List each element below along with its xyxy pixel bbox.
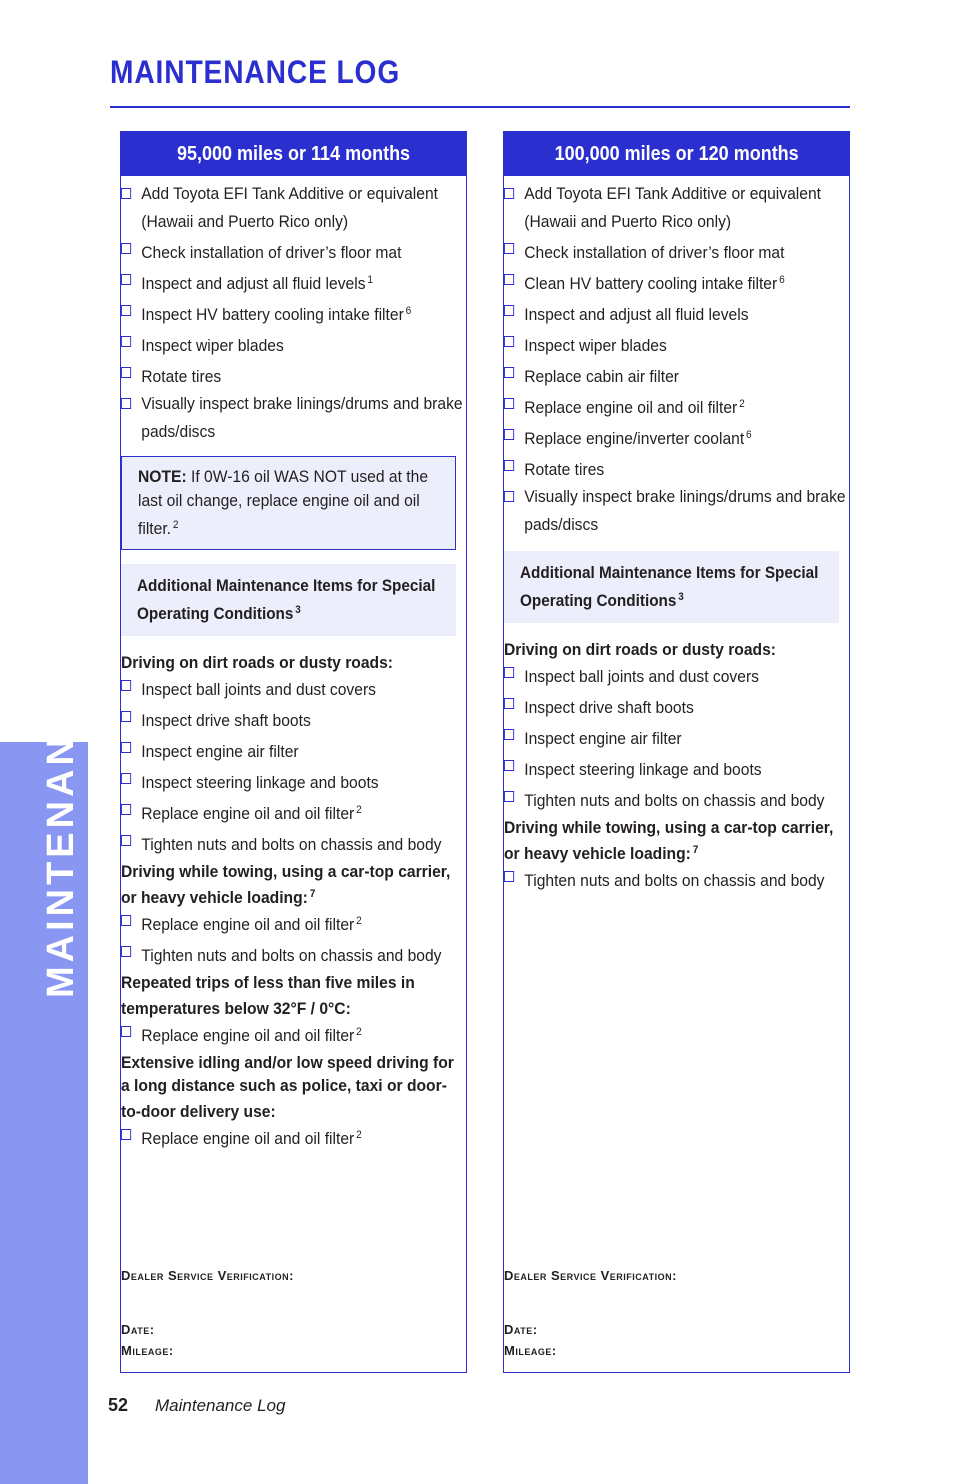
checklist-item <box>121 798 467 826</box>
dealer-verification-label: Dealer Service Verification: <box>121 1268 294 1283</box>
checklist-item <box>121 736 467 764</box>
item-text: Inspect and adjust all fluid levels <box>141 274 366 293</box>
note-label: NOTE: <box>138 467 187 486</box>
interval-95000-panel <box>120 131 467 1373</box>
checklist-item <box>121 361 467 389</box>
checkbox[interactable] <box>121 1129 131 1140</box>
item-text: Clean HV battery cooling intake filter <box>524 274 778 293</box>
interval-header: 95,000 miles or 114 months <box>121 132 466 176</box>
checklist-item <box>121 299 467 327</box>
date-label: Date: <box>504 1322 538 1337</box>
condition-checklist <box>504 661 849 813</box>
item-text: Check installation of driver’s floor mat <box>524 243 785 262</box>
checkbox[interactable] <box>121 274 131 285</box>
checklist-item <box>504 754 850 782</box>
condition-checklist <box>121 909 466 968</box>
checkbox[interactable] <box>121 305 131 316</box>
checkbox[interactable] <box>121 398 131 409</box>
condition-heading: Driving on dirt roads or dusty roads: <box>504 640 776 659</box>
checklist-item <box>504 485 850 537</box>
condition-checklist <box>121 674 466 857</box>
checkbox[interactable] <box>504 698 514 709</box>
checkbox[interactable] <box>504 791 514 802</box>
item-text: Visually inspect brake linings/drums and brake pads/discs <box>141 394 463 441</box>
note-box: NOTE: If 0W-16 oil WAS NOT used at the last oil change, replace engine oil and oil filter. $^2$ <box>121 456 456 550</box>
checklist-item <box>504 299 850 327</box>
checkbox[interactable] <box>504 367 514 378</box>
checkbox[interactable] <box>121 1026 131 1037</box>
interval-100000-panel <box>503 131 850 1373</box>
footnote-ref: 2 <box>356 804 362 816</box>
checklist-item <box>504 237 850 265</box>
checkbox[interactable] <box>504 871 514 882</box>
item-text: Replace engine oil and oil filter <box>141 915 355 934</box>
footnote-ref: 6 <box>405 305 412 317</box>
footer-section-title: Maintenance Log <box>155 1396 286 1415</box>
page-title: MAINTENANCE LOG <box>110 54 401 90</box>
date-label: Date: <box>121 1322 155 1337</box>
checklist-item <box>504 361 850 389</box>
checkbox[interactable] <box>121 188 131 199</box>
condition-heading: Driving on dirt roads or dusty roads: <box>121 653 393 672</box>
item-text: Replace engine oil and oil filter <box>524 398 738 417</box>
checklist-item <box>121 767 467 795</box>
checkbox[interactable] <box>121 742 131 753</box>
title-divider <box>110 106 850 108</box>
checkbox[interactable] <box>121 804 131 815</box>
additional-items-heading: Additional Maintenance Items for Special Operating Conditions $^3$ <box>121 564 456 636</box>
condition-heading: Repeated trips of less than five miles in temperatures below 32°F / 0°C: <box>121 973 415 1018</box>
checklist-item <box>121 940 467 968</box>
checklist-item <box>504 268 850 296</box>
checklist-item <box>121 330 467 358</box>
item-text: Inspect drive shaft boots <box>141 711 311 730</box>
item-text: Replace engine oil and oil filter <box>141 1026 355 1045</box>
checkbox[interactable] <box>504 429 514 440</box>
checklist <box>504 182 849 537</box>
checkbox[interactable] <box>504 274 514 285</box>
checklist-item <box>504 454 850 482</box>
mileage-label: Mileage: <box>121 1343 174 1358</box>
footnote-ref: 2 <box>356 1129 362 1141</box>
checklist-item <box>121 1020 467 1048</box>
item-text: Inspect steering linkage and boots <box>141 773 379 792</box>
checkbox[interactable] <box>504 491 514 502</box>
condition-heading: Driving while towing, using a car-top carrier, or heavy vehicle loading: $^7$ <box>121 862 451 907</box>
checklist-item <box>504 392 850 420</box>
checklist-item <box>504 182 850 234</box>
footnote-ref: 1 <box>367 274 374 286</box>
checkbox[interactable] <box>504 667 514 678</box>
interval-header: 100,000 miles or 120 months <box>504 132 849 176</box>
item-text: Replace cabin air filter <box>524 367 679 386</box>
item-text: Add Toyota EFI Tank Additive or equivalent (Hawaii and Puerto Rico only) <box>141 184 439 231</box>
item-text: Tighten nuts and bolts on chassis and body <box>141 835 442 854</box>
conditions <box>121 648 466 1151</box>
checklist-item <box>504 423 850 451</box>
footnote-ref: 6 <box>779 274 785 286</box>
checkbox[interactable] <box>121 243 131 254</box>
checkbox[interactable] <box>504 188 514 199</box>
checklist-item <box>121 909 467 937</box>
checklist-item <box>121 268 467 296</box>
item-text: Inspect ball joints and dust covers <box>141 680 376 699</box>
item-text: Inspect engine air filter <box>141 742 299 761</box>
checkbox[interactable] <box>121 946 131 957</box>
checkbox[interactable] <box>121 835 131 846</box>
checklist-item <box>504 865 850 893</box>
condition-heading: Extensive idling and/or low speed driving for a long distance such as police, taxi or door-to-door delivery use: <box>121 1053 454 1121</box>
checkbox[interactable] <box>121 711 131 722</box>
checklist-item <box>504 330 850 358</box>
page-number: 52 <box>108 1395 129 1415</box>
checkbox[interactable] <box>504 729 514 740</box>
checkbox[interactable] <box>121 915 131 926</box>
checkbox[interactable] <box>504 305 514 316</box>
item-text: Replace engine/inverter coolant <box>524 429 745 448</box>
item-text: Tighten nuts and bolts on chassis and body <box>524 871 825 890</box>
condition-checklist <box>504 865 849 893</box>
checkbox[interactable] <box>121 680 131 691</box>
checklist-item <box>121 392 467 444</box>
item-text: Replace engine oil and oil filter <box>141 1129 355 1148</box>
item-text: Replace engine oil and oil filter <box>141 804 355 823</box>
item-text: Inspect wiper blades <box>524 336 667 355</box>
checklist-item <box>504 692 850 720</box>
footnote-ref: 2 <box>356 1026 362 1038</box>
checklist-item <box>504 723 850 751</box>
item-text: Check installation of driver’s floor mat <box>141 243 402 262</box>
checklist-item <box>121 1123 467 1151</box>
item-text: Inspect steering linkage and boots <box>524 760 762 779</box>
item-text: Inspect engine air filter <box>524 729 682 748</box>
footnote-ref: 2 <box>356 915 362 927</box>
item-text: Inspect wiper blades <box>141 336 284 355</box>
checklist <box>121 182 466 444</box>
checklist-item <box>121 674 467 702</box>
dealer-verification-label: Dealer Service Verification: <box>504 1268 677 1283</box>
item-text: Tighten nuts and bolts on chassis and body <box>141 946 442 965</box>
checkbox[interactable] <box>504 243 514 254</box>
item-text: Rotate tires <box>141 367 222 386</box>
side-tab-label: MAINTENANCE <box>40 673 82 998</box>
checkbox[interactable] <box>504 460 514 471</box>
footnote-ref: 2 <box>739 398 745 410</box>
checklist-item <box>504 661 850 689</box>
item-text: Rotate tires <box>524 460 605 479</box>
checklist-item <box>121 237 467 265</box>
additional-items-heading: Additional Maintenance Items for Special Operating Conditions $^3$ <box>504 551 839 623</box>
item-text: Tighten nuts and bolts on chassis and body <box>524 791 825 810</box>
footnote-ref: 6 <box>746 429 752 441</box>
conditions <box>504 635 849 893</box>
note-text: If 0W-16 oil WAS NOT used at the last oil change, replace engine oil and oil filter. <box>138 467 429 538</box>
item-text: Inspect and adjust all fluid levels <box>524 305 749 324</box>
checklist-item <box>121 829 467 857</box>
item-text: Inspect HV battery cooling intake filter <box>141 305 404 324</box>
checkbox[interactable] <box>121 773 131 784</box>
item-text: Add Toyota EFI Tank Additive or equivalent (Hawaii and Puerto Rico only) <box>524 184 822 231</box>
checklist-item <box>504 785 850 813</box>
checkbox[interactable] <box>121 336 131 347</box>
item-text: Inspect drive shaft boots <box>524 698 694 717</box>
item-text: Visually inspect brake linings/drums and brake pads/discs <box>524 487 846 534</box>
condition-heading: Driving while towing, using a car-top carrier, or heavy vehicle loading: $^7$ <box>504 818 834 863</box>
condition-checklist <box>121 1020 466 1048</box>
checkbox[interactable] <box>121 367 131 378</box>
checklist-item <box>121 705 467 733</box>
mileage-label: Mileage: <box>504 1343 557 1358</box>
checkbox[interactable] <box>504 336 514 347</box>
condition-checklist <box>121 1123 466 1151</box>
checklist-item <box>121 182 467 234</box>
checkbox[interactable] <box>504 398 514 409</box>
checkbox[interactable] <box>504 760 514 771</box>
item-text: Inspect ball joints and dust covers <box>524 667 759 686</box>
